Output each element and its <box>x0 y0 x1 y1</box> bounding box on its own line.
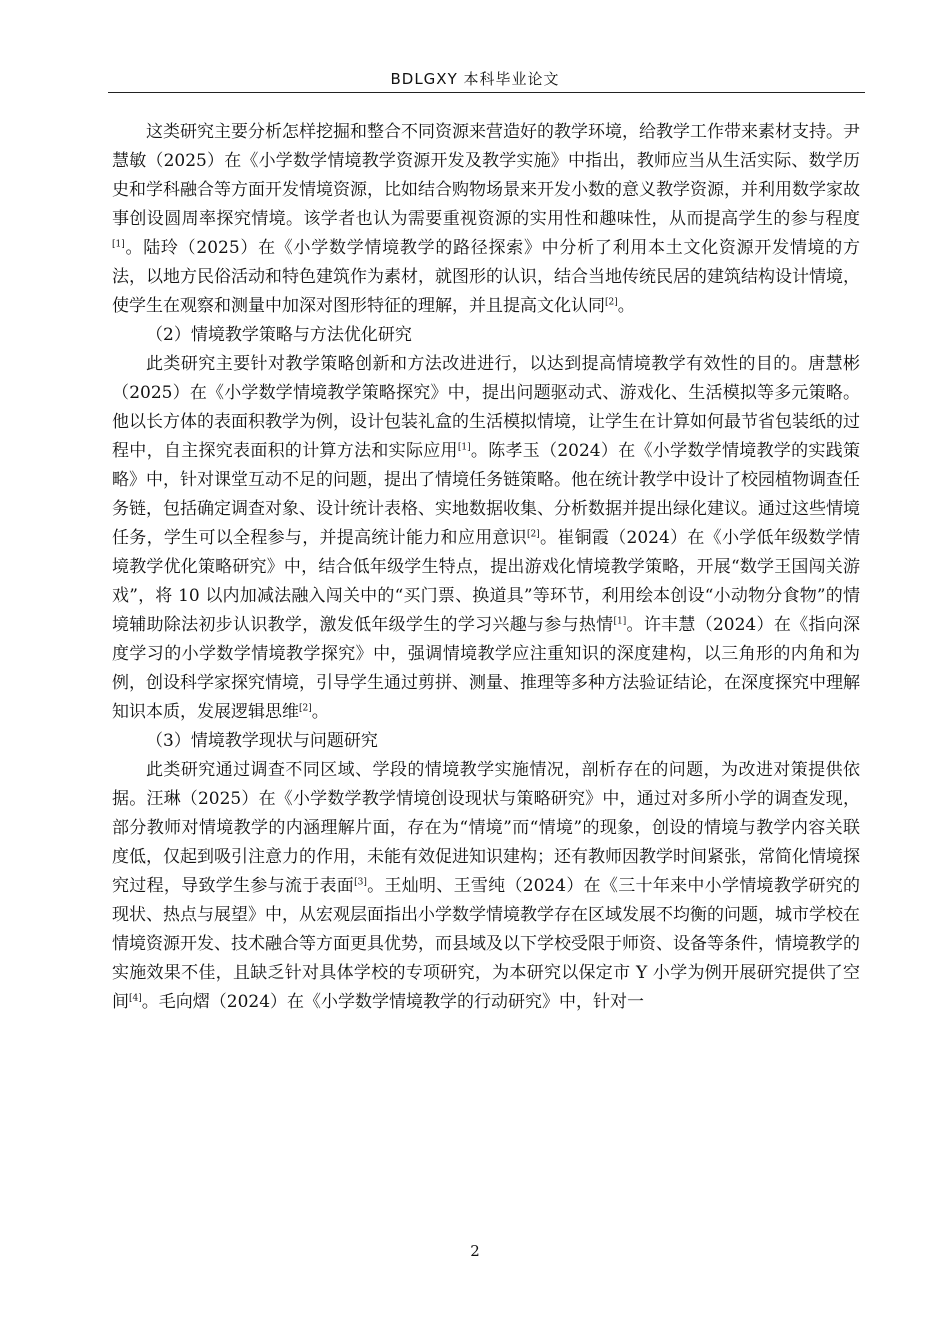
citation: [1] <box>112 239 125 250</box>
subheading-strategy: （2）情境教学策略与方法优化研究 <box>146 325 412 345</box>
citation: [2] <box>299 703 312 714</box>
body-text <box>112 118 860 1017</box>
paragraph-status: 此类研究通过调查不同区域、学段的情境教学实施情况，剖析存在的问题，为改进对策提供依据。汪琳（2025）在《小学数学教学情境创设现状与策略研究》中，通过对多所小学的调查发现，部分教师对情境教学的内涵理解片面，存在为“情境”而“情境”的现象，创设的情境与教学内容关联度低，仅起到吸引注意力的作用，未能有效促进知识建构；还有教师因教学时间紧张，常简化情境探究过程，导致学生参与流于表面[3]。王灿明、王雪纯（2024）在《三十年来中小学情境教学研究的现状、热点与展望》中，从宏观层面指出小学数学情境教学存在区域发展不均衡的问题，城市学校在情境资源开发、技术融合等方面更具优势，而县域及以下学校受限于师资、设备等条件，情境教学的实施效果不佳，且缺乏针对具体学校的专项研究，为本研究以保定市 Y 小学为例开展研究提供了空间[4]。毛向熠（2024）在《小学数学情境教学的行动研究》中，针对一 <box>112 760 860 1012</box>
running-header: BDLGXY 本科毕业论文 <box>390 70 560 88</box>
subheading-status: （3）情境教学现状与问题研究 <box>146 731 378 751</box>
page-number: 2 <box>470 1242 480 1260</box>
paragraph-strategy: 此类研究主要针对教学策略创新和方法改进进行，以达到提高情境教学有效性的目的。唐慧彬（2025）在《小学数学情境教学策略探究》中，提出问题驱动式、游戏化、生活模拟等多元策略。他以长方体的表面积教学为例，设计包装礼盒的生活模拟情境，让学生在计算如何最节省包装纸的过程中，自主探究表面积的计算方法和实际应用[1]。陈孝玉（2024）在《小学数学情境教学的实践策略》中，针对课堂互动不足的问题，提出了情境任务链策略。他在统计教学中设计了校园植物调查任务链，包括确定调查对象、设计统计表格、实地数据收集、分析数据并提出绿化建议。通过这些情境任务，学生可以全程参与，并提高统计能力和应用意识[2]。崔铜霞（2024）在《小学低年级数学情境教学优化策略研究》中，结合低年级学生特点，提出游戏化情境教学策略，开展“数学王国闯关游戏”，将 10 以内加减法融入闯关中的“买门票、换道具”等环节，利用绘本创设“小动物分食物”的情境辅助除法初步认识教学，激发低年级学生的学习兴趣与参与热情[1]。许丰慧（2024）在《指向深度学习的小学数学情境教学探究》中，强调情境教学应注重知识的深度建构，以三角形的内角和为例，创设科学家探究情境，引导学生通过剪拼、测量、推理等多种方法验证结论，在深度探究中理解知识本质，发展逻辑思维[2]。 <box>112 354 861 722</box>
citation: [3] <box>354 877 367 888</box>
citation: [1] <box>613 616 627 627</box>
citation: [2] <box>605 297 618 308</box>
header-rule <box>108 92 865 93</box>
paragraph-resources: 这类研究主要分析怎样挖掘和整合不同资源来营造好的教学环境，给教学工作带来素材支持。尹慧敏（2025）在《小学数学情境教学资源开发及教学实施》中指出，教师应当从生活实际、数学历史和学科融合等方面开发情境资源，比如结合购物场景来开发小数的意义教学资源，并利用数学家故事创设圆周率探究情境。该学者也认为需要重视资源的实用性和趣味性，从而提高学生的参与程度[1]。陆玲（2025）在《小学数学情境教学的路径探索》中分析了利用本土文化资源开发情境的方法，以地方民俗活动和特色建筑作为素材，就图形的认识，结合当地传统民居的建筑结构设计情境，使学生在观察和测量中加深对图形特征的理解，并且提高文化认同[2]。 <box>112 122 860 316</box>
citation: [2] <box>527 529 540 540</box>
citation: [1] <box>457 442 471 453</box>
citation: [4] <box>129 993 142 1004</box>
